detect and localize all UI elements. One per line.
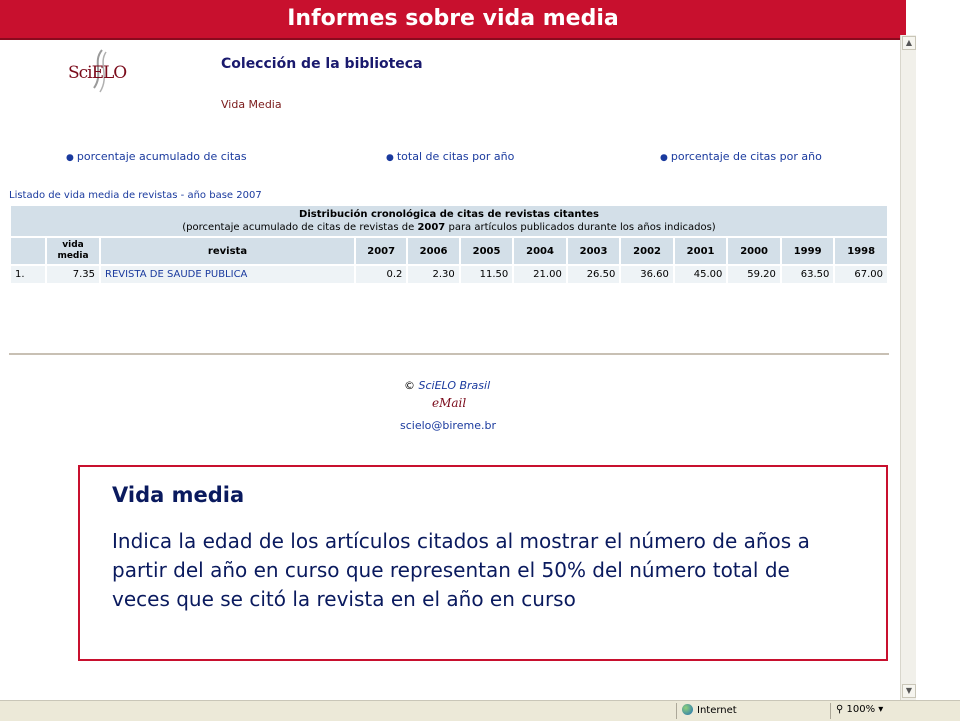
row-value: 0.2	[356, 266, 406, 283]
row-value: 26.50	[568, 266, 620, 283]
magnifier-icon: ⚲	[836, 704, 844, 715]
bullet-icon: ●	[386, 153, 394, 163]
scroll-down-icon[interactable]: ▼	[902, 684, 916, 698]
scielo-logo-text: SciELO	[68, 63, 127, 83]
row-index: 1.	[11, 266, 45, 283]
col-year: 2007	[356, 238, 406, 264]
page-subtitle: Vida Media	[221, 98, 282, 111]
col-year: 2001	[675, 238, 727, 264]
row-vida-media: 7.35	[47, 266, 99, 283]
row-value: 11.50	[461, 266, 513, 283]
footer-email-link[interactable]: scielo@bireme.br	[400, 419, 496, 432]
email-icon[interactable]: eMail	[432, 396, 467, 410]
link-porcentaje-acumulado[interactable]: ● porcentaje acumulado de citas	[66, 150, 247, 163]
col-year: 2004	[514, 238, 566, 264]
info-text: Indica la edad de los artículos citados al mostrar el número de años a partir del año en curso que representan el 50% del número total de veces que se citó la revista en el año en curso	[112, 529, 810, 611]
collection-title: Colección de la biblioteca	[221, 56, 423, 72]
bullet-icon: ●	[66, 153, 74, 163]
col-year: 2005	[461, 238, 513, 264]
row-value: 63.50	[782, 266, 834, 283]
link-total-citas[interactable]: ● total de citas por año	[386, 150, 515, 163]
listing-title: Listado de vida media de revistas - año base 2007	[9, 190, 262, 201]
zoom-control[interactable]: ⚲ 100% ▾	[836, 704, 884, 715]
col-vida-media: vida media	[47, 238, 99, 264]
bullet-icon: ●	[660, 153, 668, 163]
row-value: 67.00	[835, 266, 887, 283]
row-value: 45.00	[675, 266, 727, 283]
vertical-scrollbar[interactable]	[900, 35, 916, 700]
link-porcentaje-por-ano[interactable]: ● porcentaje de citas por año	[660, 150, 822, 163]
status-zone: Internet	[682, 704, 737, 716]
row-revista-link[interactable]: REVISTA DE SAUDE PUBLICA	[101, 266, 354, 283]
info-box	[78, 465, 888, 661]
row-value: 2.30	[408, 266, 458, 283]
globe-icon	[682, 704, 693, 715]
scroll-up-icon[interactable]: ▲	[902, 36, 916, 50]
distribution-header: Distribución cronológica de citas de revistas citantes (porcentaje acumulado de citas de revistas de 2007 para artículos publicados durante los años indicados)	[11, 206, 887, 236]
copyright-icon: ©	[404, 379, 415, 392]
chevron-down-icon: ▾	[878, 704, 884, 715]
info-title: Vida media	[112, 483, 245, 507]
col-year: 2006	[408, 238, 458, 264]
col-year: 2002	[621, 238, 673, 264]
footer-copyright: © SciELO Brasil	[404, 379, 491, 392]
status-bar	[0, 700, 960, 721]
half-life-table	[9, 204, 889, 285]
row-value: 36.60	[621, 266, 673, 283]
col-year: 2003	[568, 238, 620, 264]
slide-title: Informes sobre vida media	[0, 0, 906, 38]
col-year: 1999	[782, 238, 834, 264]
divider	[9, 353, 889, 355]
row-value: 21.00	[514, 266, 566, 283]
row-value: 59.20	[728, 266, 780, 283]
col-revista: revista	[101, 238, 354, 264]
col-index	[11, 238, 45, 264]
table-row	[11, 266, 887, 283]
status-separator	[830, 703, 831, 719]
col-year: 2000	[728, 238, 780, 264]
status-separator	[676, 703, 677, 719]
col-year: 1998	[835, 238, 887, 264]
